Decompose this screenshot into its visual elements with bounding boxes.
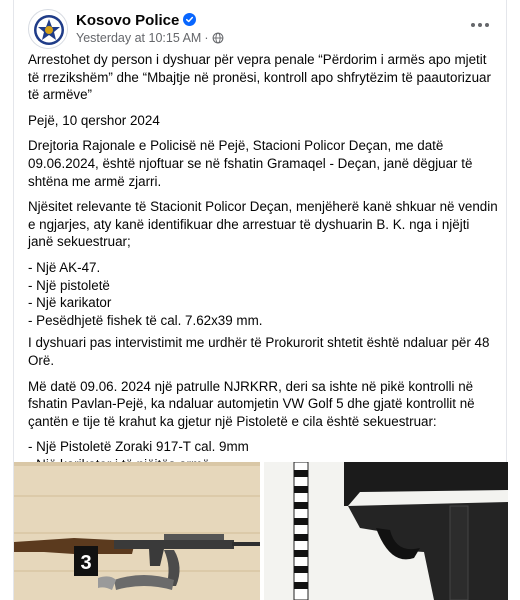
post-paragraph: Më datë 09.06. 2024 një patrulle NJRKRR, deri sa ishte në pikë kontrolli në fshatin Pavlan-Pejë, ka ndaluar automjetin VW Golf 5 dhe gjatë kontrollit në çantën e tije të krahut ka gjetur një Pistoletë e cila është sekuestruar: (28, 378, 475, 429)
post-photos (14, 462, 508, 600)
list-item: - Një AK-47. (28, 259, 101, 275)
post-dateline: Pejë, 10 qershor 2024 (28, 112, 160, 128)
post-header (28, 9, 494, 49)
post-body (28, 51, 498, 504)
list-item: - Një Pistoletë Zoraki 917-T cal. 9mm (28, 439, 249, 455)
post-headline: Arrestohet dy person i dyshuar për vepra penale “Përdorim i armës apo mjetit të rrezikshëm” dhe “Mbajtje në pronësi, kontroll apo shfrytëzim të paautorizuar të armëve” (28, 52, 491, 103)
kosovo-police-logo-icon (29, 10, 68, 49)
post-paragraph: Njësitet relevante të Stacionit Policor Deçan, menjëherë kanë shkuar në vendin e ngjarjes, aty kanë identifikuar dhe arrestuar të dyshuarin B. K. nga i njëjti janë sekuestruar; (28, 199, 498, 250)
list-item: - Një pistoletë (28, 277, 110, 293)
post-meta (76, 31, 224, 45)
meta-separator: · (204, 31, 209, 45)
list-item: - Pesëdhjetë fishek të cal. 7.62x39 mm. (28, 312, 263, 328)
post-timestamp[interactable]: Yesterday at 10:15 AM (76, 31, 202, 45)
post-paragraph: Drejtoria Rajonale e Policisë në Pejë, Stacioni Policor Deçan, me datë 09.06.2024, është njoftuar se në fshatin Gramaqel - Deçan, janë dëgjuar të shtëna me armë zjarri. (28, 138, 473, 189)
evidence-marker-label: 3 (80, 552, 92, 574)
list-item: - Një karikator (28, 295, 112, 311)
more-options-icon[interactable] (466, 13, 494, 37)
photo-rifle-evidence[interactable] (14, 462, 260, 600)
page-name-text[interactable]: Kosovo Police (76, 12, 180, 29)
rifle-photo-image (14, 462, 260, 600)
page-avatar[interactable] (28, 9, 68, 49)
page-name[interactable] (76, 12, 196, 29)
photo-pistol-evidence[interactable] (264, 462, 508, 600)
pistol-photo-image (264, 462, 508, 600)
post-paragraph: I dyshuari pas intervistimit me urdhër të Prokurorit shtetit është ndaluar për 48 Orë. (28, 335, 490, 368)
verified-badge-icon (183, 13, 196, 26)
post-card (13, 0, 507, 600)
globe-icon[interactable] (212, 32, 224, 44)
seized-items-list (28, 259, 498, 329)
